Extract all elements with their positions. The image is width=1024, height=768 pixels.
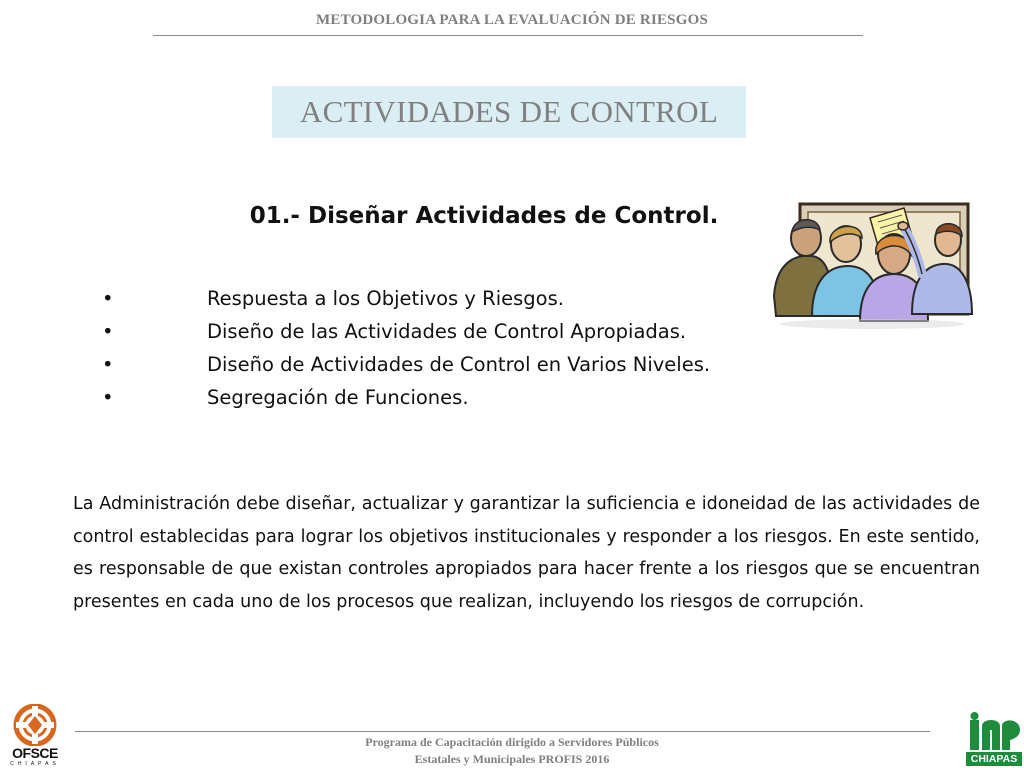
iap-logo-icon (964, 712, 1024, 752)
bullet-item (100, 381, 710, 414)
bullet-item (100, 315, 710, 348)
bullet-icon: • (102, 287, 114, 310)
header-divider (153, 35, 863, 36)
ofsce-logo (4, 704, 66, 768)
bullet-text: Segregación de Funciones. (207, 386, 469, 409)
section-title-box (272, 86, 746, 138)
bullet-text: Diseño de las Actividades de Control Apropiadas. (207, 320, 687, 343)
people-at-board-clipart (772, 196, 977, 331)
ofsce-name: OFSCE (12, 745, 58, 761)
iap-state: CHIAPAS (966, 752, 1022, 766)
bullet-text: Diseño de Actividades de Control en Varios Niveles. (207, 353, 711, 376)
footer-line-2: Estatales y Municipales PROFIS 2016 (414, 752, 610, 766)
bullet-icon: • (102, 320, 114, 343)
bullet-icon: • (102, 353, 114, 376)
footer-divider (75, 731, 930, 732)
header-title: METODOLOGIA PARA LA EVALUACIÓN DE RIESGOS (315, 12, 709, 28)
bullet-item (100, 282, 710, 315)
bullet-item (100, 348, 710, 381)
iap-chiapas-logo (964, 712, 1024, 768)
people-at-board-illustration (772, 196, 977, 336)
bullet-icon: • (102, 386, 114, 409)
footer-line-1: Programa de Capacitación dirigido a Servidores Públicos (365, 735, 659, 749)
ofsce-seal-icon (4, 704, 66, 746)
section-title: ACTIVIDADES DE CONTROL (299, 94, 719, 129)
slide-subtitle: 01.- Diseñar Actividades de Control. (249, 203, 719, 229)
ofsce-state: CHIAPAS (10, 761, 60, 767)
footer-text (0, 734, 1024, 768)
bullet-text: Respuesta a los Objetivos y Riesgos. (207, 287, 564, 310)
bullet-list (100, 282, 710, 414)
body-paragraph: La Administración debe diseñar, actualizar y garantizar la suficiencia e idoneidad de las actividades de control establecidas para lograr los objetivos institucionales y responder a los riesgos. En este sentido, es responsable de que existan controles apropiados para hacer frente a los riesgos que se encuentran presentes en cada uno de los procesos que realizan, incluyendo los riesgos de corrupción. (73, 494, 980, 612)
